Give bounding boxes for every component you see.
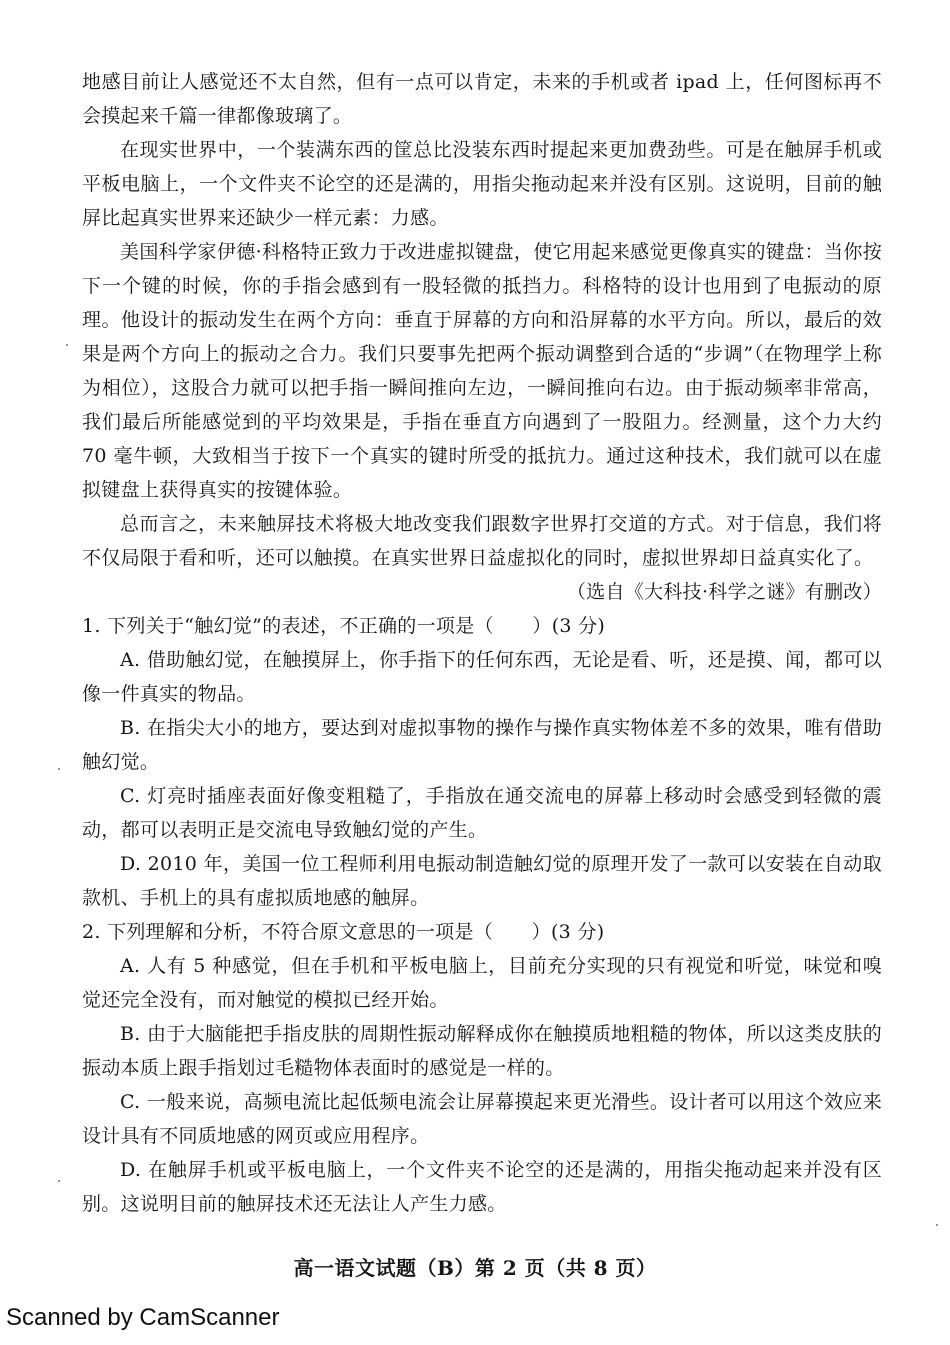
article-source: （选自《大科技·科学之谜》有删改） — [566, 581, 882, 603]
option-a: A. 人有 5 种感觉，但在手机和平板电脑上，目前充分实现的只有视觉和听觉，味觉和嗅觉还完全没有，而对触觉的模拟已经开始。 — [82, 955, 882, 1011]
scan-speck — [936, 1224, 938, 1226]
option-c: C. 一般来说，高频电流比起低频电流会让屏幕摸起来更光滑些。设计者可以用这个效应来设计具有不同质地感的网页或应用程序。 — [82, 1091, 882, 1147]
question-2 — [82, 915, 882, 1221]
option-b: B. 在指尖大小的地方，要达到对虚拟事物的操作与操作真实物体差不多的效果，唯有借助触幻觉。 — [82, 717, 882, 773]
scanner-watermark: Scanned by CamScanner — [6, 1304, 280, 1331]
option-a: A. 借助触幻觉，在触摸屏上，你手指下的任何东西，无论是看、听，还是摸、闻，都可以像一件真实的物品。 — [82, 649, 882, 705]
page-footer: 高一语文试题（B）第 2 页（共 8 页） — [293, 1256, 657, 1280]
article-paragraph-1: 地感目前让人感觉还不太自然，但有一点可以肯定，未来的手机或者 ipad 上，任何图标再不会摸起来千篇一律都像玻璃了。 — [82, 71, 882, 127]
scan-speck — [66, 344, 68, 346]
scan-speck — [58, 1180, 60, 1182]
question-stem: 2. 下列理解和分析，不符合原文意思的一项是（ ）(3 分) — [82, 921, 605, 943]
article-body — [82, 65, 882, 1221]
option-d: D. 2010 年，美国一位工程师利用电振动制造触幻觉的原理开发了一款可以安装在自动取款机、手机上的具有虚拟质地感的触屏。 — [82, 853, 882, 909]
scan-speck — [58, 768, 60, 770]
article-paragraph-4: 总而言之，未来触屏技术将极大地改变我们跟数字世界打交道的方式。对于信息，我们将不仅局限于看和听，还可以触摸。在真实世界日益虚拟化的同时，虚拟世界却日益真实化了。 — [82, 513, 882, 569]
option-c: C. 灯亮时插座表面好像变粗糙了，手指放在通交流电的屏幕上移动时会感受到轻微的震动，都可以表明正是交流电导致触幻觉的产生。 — [82, 785, 882, 841]
article-paragraph-2: 在现实世界中，一个装满东西的筐总比没装东西时提起来更加费劲些。可是在触屏手机或平板电脑上，一个文件夹不论空的还是满的，用指尖拖动起来并没有区别。这说明，目前的触屏比起真实世界来还缺少一样元素：力感。 — [82, 139, 882, 229]
option-b: B. 由于大脑能把手指皮肤的周期性振动解释成你在触摸质地粗糙的物体，所以这类皮肤的振动本质上跟手指划过毛糙物体表面时的感觉是一样的。 — [82, 1023, 882, 1079]
question-stem: 1. 下列关于“触幻觉”的表述，不正确的一项是（ ）(3 分) — [82, 615, 606, 637]
article-paragraph-3: 美国科学家伊德·科格特正致力于改进虚拟键盘，使它用起来感觉更像真实的键盘：当你按下一个键的时候，你的手指会感到有一股轻微的抵挡力。科格特的设计也用到了电振动的原理。他设计的振动发生在两个方向：垂直于屏幕的方向和沿屏幕的水平方向。所以，最后的效果是两个方向上的振动之合力。我们只要事先把两个振动调整到合适的“步调”（在物理学上称为相位），这股合力就可以把手指一瞬间推向左边，一瞬间推向右边。由于振动频率非常高，我们最后所能感觉到的平均效果是，手指在垂直方向遇到了一股阻力。经测量，这个力大约 70 毫牛顿，大致相当于按下一个真实的键时所受的抵抗力。通过这种技术，我们就可以在虚拟键盘上获得真实的按键体验。 — [82, 241, 882, 501]
option-d: D. 在触屏手机或平板电脑上，一个文件夹不论空的还是满的，用指尖拖动起来并没有区别。这说明目前的触屏技术还无法让人产生力感。 — [82, 1159, 882, 1215]
question-1 — [82, 609, 882, 915]
